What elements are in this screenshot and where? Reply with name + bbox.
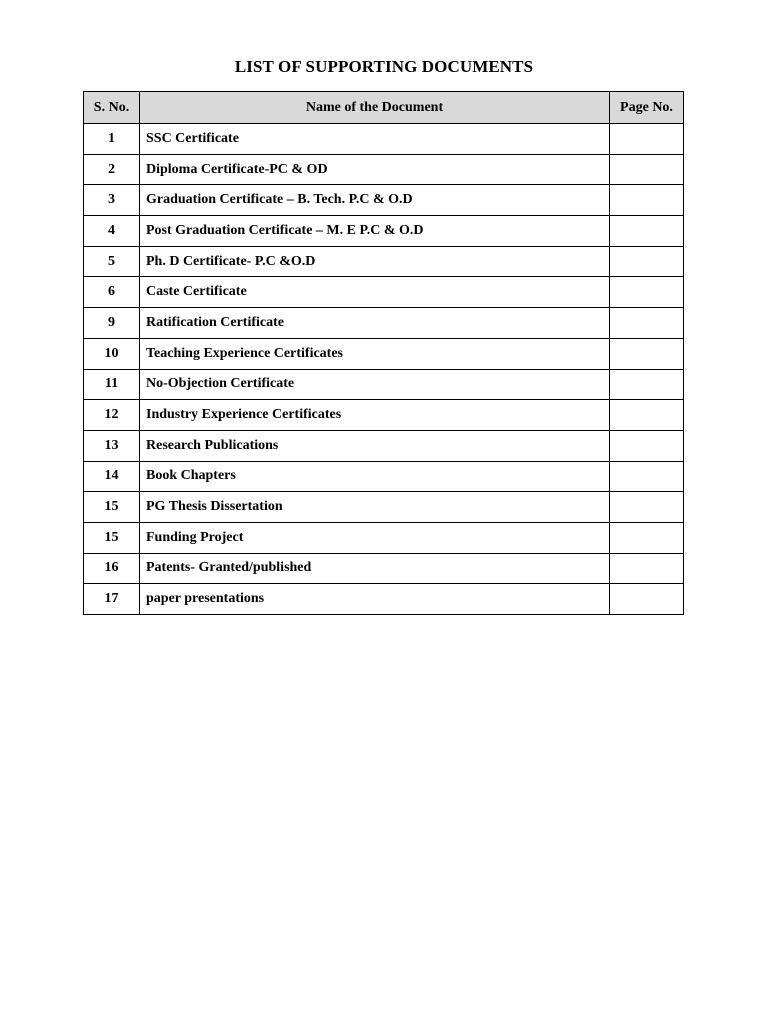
page-number-cell: [610, 553, 684, 584]
document-name-cell: paper presentations: [140, 584, 610, 615]
document-name-cell: Industry Experience Certificates: [140, 400, 610, 431]
documents-table: [83, 91, 684, 615]
document-name-cell: SSC Certificate: [140, 124, 610, 155]
page-number-cell: [610, 246, 684, 277]
serial-number-cell: 6: [84, 277, 140, 308]
table-row: [84, 369, 684, 400]
serial-number-cell: 11: [84, 369, 140, 400]
serial-number-cell: 15: [84, 492, 140, 523]
page-number-cell: [610, 308, 684, 339]
table-row: [84, 124, 684, 155]
table-row: [84, 185, 684, 216]
table-row: [84, 216, 684, 247]
page-title: LIST OF SUPPORTING DOCUMENTS: [234, 57, 534, 76]
serial-number-cell: 9: [84, 308, 140, 339]
serial-number-cell: 2: [84, 154, 140, 185]
document-name-cell: No-Objection Certificate: [140, 369, 610, 400]
document-name-cell: Funding Project: [140, 522, 610, 553]
document-name-cell: Caste Certificate: [140, 277, 610, 308]
serial-number-cell: 17: [84, 584, 140, 615]
page-number-cell: [610, 492, 684, 523]
document-name-cell: Post Graduation Certificate – M. E P.C & O.D: [140, 216, 610, 247]
serial-number-cell: 10: [84, 338, 140, 369]
serial-number-cell: 15: [84, 522, 140, 553]
table-row: [84, 308, 684, 339]
serial-number-cell: 14: [84, 461, 140, 492]
table-row: [84, 492, 684, 523]
table-row: [84, 522, 684, 553]
table-row: [84, 430, 684, 461]
serial-number-cell: 12: [84, 400, 140, 431]
table-row: [84, 400, 684, 431]
document-name-cell: Diploma Certificate-PC & OD: [140, 154, 610, 185]
page-number-cell: [610, 154, 684, 185]
table-row: [84, 277, 684, 308]
header-row: [84, 92, 684, 124]
document-name-cell: Ph. D Certificate- P.C &O.D: [140, 246, 610, 277]
document-name-cell: Patents- Granted/published: [140, 553, 610, 584]
serial-number-cell: 16: [84, 553, 140, 584]
table-row: [84, 338, 684, 369]
table-body: [84, 124, 684, 615]
page-number-cell: [610, 430, 684, 461]
document-name-cell: Book Chapters: [140, 461, 610, 492]
page-number-cell: [610, 369, 684, 400]
table-row: [84, 461, 684, 492]
serial-number-cell: 4: [84, 216, 140, 247]
document-name-cell: Ratification Certificate: [140, 308, 610, 339]
serial-number-cell: 3: [84, 185, 140, 216]
page-number-cell: [610, 216, 684, 247]
header-serial-number: S. No.: [84, 92, 140, 124]
document-name-cell: PG Thesis Dissertation: [140, 492, 610, 523]
page-number-cell: [610, 461, 684, 492]
document-name-cell: Graduation Certificate – B. Tech. P.C & O.D: [140, 185, 610, 216]
page-number-cell: [610, 185, 684, 216]
serial-number-cell: 13: [84, 430, 140, 461]
header-document-name: Name of the Document: [140, 92, 610, 124]
table-row: [84, 154, 684, 185]
header-page-number: Page No.: [610, 92, 684, 124]
page-number-cell: [610, 584, 684, 615]
page-number-cell: [610, 522, 684, 553]
document-name-cell: Research Publications: [140, 430, 610, 461]
serial-number-cell: 5: [84, 246, 140, 277]
table-row: [84, 553, 684, 584]
page-number-cell: [610, 338, 684, 369]
document-name-cell: Teaching Experience Certificates: [140, 338, 610, 369]
table-row: [84, 246, 684, 277]
page-number-cell: [610, 277, 684, 308]
table-row: [84, 584, 684, 615]
page-number-cell: [610, 400, 684, 431]
table-header: [84, 92, 684, 124]
serial-number-cell: 1: [84, 124, 140, 155]
page-number-cell: [610, 124, 684, 155]
